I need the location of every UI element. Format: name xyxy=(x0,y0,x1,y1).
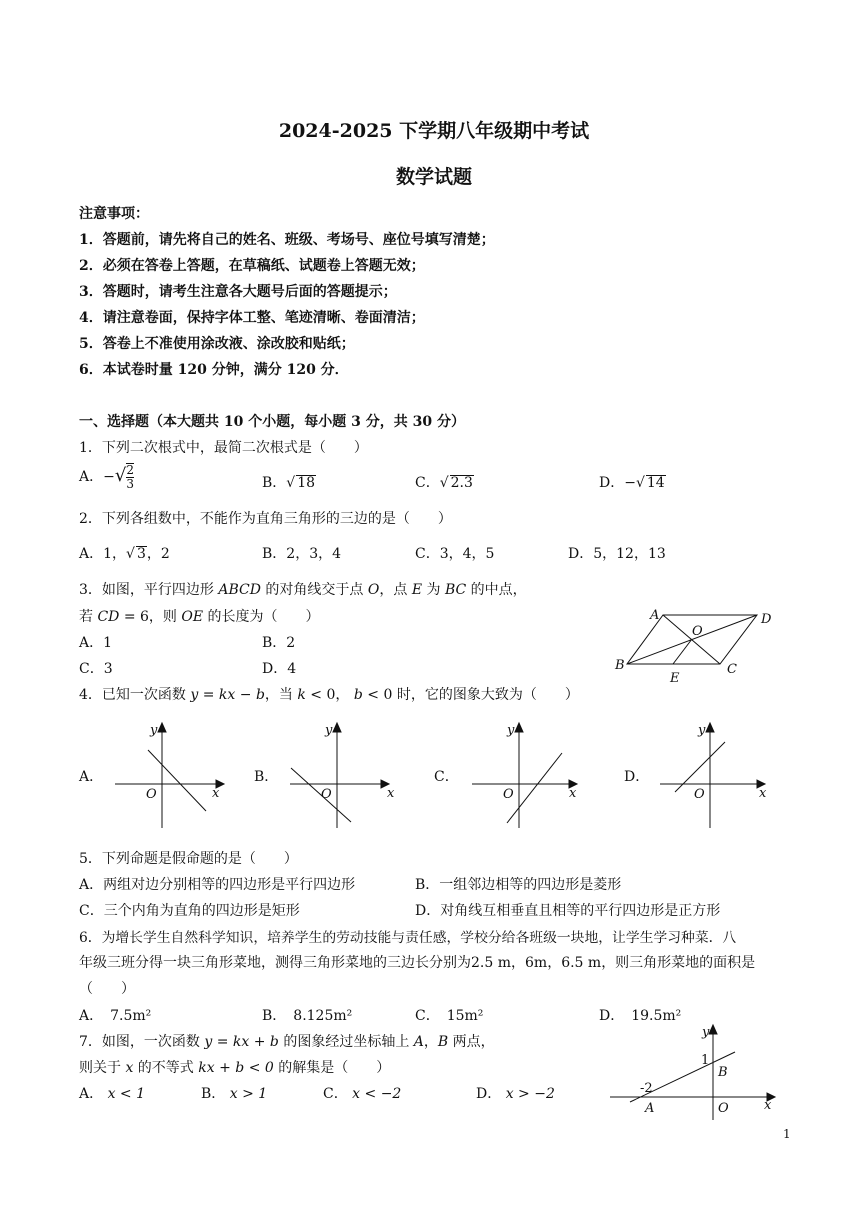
question-7-line2: 则关于 x 的不等式 kx + b < 0 的解集是（ ） xyxy=(79,1060,391,1076)
q1-option-a: A．−√ $\frac{2}{3}$ xyxy=(79,463,134,491)
q7-point-B: B xyxy=(718,1065,728,1080)
page-number: 1 xyxy=(783,1127,791,1141)
svg-text:x: x xyxy=(387,786,395,801)
q7-origin: O xyxy=(718,1101,729,1116)
figure-label-C: C xyxy=(727,662,737,677)
q6-option-d: D． 19.5m² xyxy=(599,1008,682,1024)
q7-tick-neg2: -2 xyxy=(640,1081,653,1096)
question-6-line2: 年级三班分得一块三角形菜地，测得三角形菜地的三边长分别为2.5 m，6m，6.5 m，则三角形菜地的面积是 xyxy=(79,955,756,971)
question-4-stem: 4．已知一次函数 y = kx − b，当 k < 0， b < 0 时，它的图象大致为（ ） xyxy=(79,687,579,703)
svg-text:O: O xyxy=(503,787,514,802)
q5-option-a: A．两组对边分别相等的四边形是平行四边形 xyxy=(79,877,356,893)
q4-graph-c xyxy=(467,720,587,832)
svg-text:y: y xyxy=(507,723,515,738)
q2-option-a: A．1，√ 3，2 xyxy=(79,546,170,562)
svg-text:x: x xyxy=(759,786,767,801)
figure-label-A: A xyxy=(650,608,660,623)
q5-option-b: B．一组邻边相等的四边形是菱形 xyxy=(415,877,622,893)
figure-label-D: D xyxy=(761,612,772,627)
q4-option-c-label: C． xyxy=(434,769,459,785)
q3-option-a: A．1 xyxy=(79,635,113,651)
svg-text:y: y xyxy=(325,723,333,738)
q5-option-d: D．对角线互相垂直且相等的平行四边形是正方形 xyxy=(415,903,721,919)
question-2-stem: 2．下列各组数中，不能作为直角三角形的三边的是（ ） xyxy=(79,511,452,527)
q7-option-a: A． x < 1 xyxy=(79,1086,146,1102)
exam-subtitle: 数学试题 xyxy=(395,166,472,188)
q7-linear-function-figure xyxy=(605,1022,780,1122)
q5-option-c: C．三个内角为直角的四边形是矩形 xyxy=(79,903,300,919)
q4-graph-d xyxy=(655,720,775,832)
figure-label-E: E xyxy=(670,671,680,686)
note-item: 2．必须在答卷上答题，在草稿纸、试题卷上答题无效； xyxy=(79,258,425,274)
svg-text:y: y xyxy=(698,723,706,738)
q6-option-a: A． 7.5m² xyxy=(79,1008,152,1024)
note-item: 5．答卷上不准使用涂改液、涂改胶和贴纸； xyxy=(79,336,355,352)
q7-option-d: D． x > −2 xyxy=(476,1086,555,1102)
svg-text:x: x xyxy=(569,786,577,801)
figure-label-O: O xyxy=(692,624,703,639)
q3-option-c: C．3 xyxy=(79,661,113,677)
q7-axis-x: x xyxy=(764,1098,772,1113)
q4-option-d-label: D． xyxy=(624,769,650,785)
note-item: 6．本试卷时量 120 分钟，满分 120 分． xyxy=(79,362,349,378)
svg-text:O: O xyxy=(694,787,705,802)
q4-graph-b xyxy=(285,720,405,832)
parallelogram-figure xyxy=(610,603,785,688)
q4-graph-a xyxy=(110,720,230,832)
q1-option-c: C．√ 2.3 xyxy=(415,475,473,491)
question-1-stem: 1．下列二次根式中，最简二次根式是（ ） xyxy=(79,440,368,456)
q7-tick-1: 1 xyxy=(701,1053,710,1068)
question-5-stem: 5．下列命题是假命题的是（ ） xyxy=(79,851,298,867)
q1-option-b: B．√ 18 xyxy=(262,475,316,491)
q2-option-d: D．5，12，13 xyxy=(568,546,666,562)
note-item: 4．请注意卷面，保持字体工整、笔迹清晰、卷面清洁； xyxy=(79,310,425,326)
section-heading: 一、选择题（本大题共 10 个小题，每小题 3 分，共 30 分） xyxy=(79,414,465,430)
q7-axis-y: y xyxy=(702,1025,710,1040)
question-6-line1: 6．为增长学生自然科学知识，培养学生的劳动技能与责任感，学校分给各班级一块地，让学生学习种菜．八 xyxy=(79,930,737,946)
notes-heading: 注意事项： xyxy=(79,206,149,222)
q6-option-b: B． 8.125m² xyxy=(262,1008,353,1024)
q1-option-d: D．−√ 14 xyxy=(599,475,665,491)
svg-text:O: O xyxy=(321,787,332,802)
svg-text:x: x xyxy=(212,786,220,801)
q2-option-c: C．3，4，5 xyxy=(415,546,495,562)
q4-option-b-label: B． xyxy=(254,769,279,785)
question-6-line3: （ ） xyxy=(79,981,135,997)
figure-label-B: B xyxy=(615,658,625,673)
q7-option-b: B． x > 1 xyxy=(201,1086,268,1102)
q2-option-b: B．2，3，4 xyxy=(262,546,342,562)
question-7-line1: 7．如图，一次函数 y = kx + b 的图象经过坐标轴上 A，B 两点， xyxy=(79,1034,495,1050)
note-item: 3．答题时，请考生注意各大题号后面的答题提示； xyxy=(79,284,397,300)
q3-option-b: B．2 xyxy=(262,635,296,651)
question-3-line2: 若 CD = 6，则 OE 的长度为（ ） xyxy=(79,609,320,625)
exam-title: 2024-2025 下学期八年级期中考试 xyxy=(278,120,590,142)
svg-text:O: O xyxy=(146,787,157,802)
q3-option-d: D．4 xyxy=(262,661,297,677)
q4-option-a-label: A． xyxy=(79,769,104,785)
question-3-line1: 3．如图，平行四边形 ABCD 的对角线交于点 O，点 E 为 BC 的中点， xyxy=(79,582,527,598)
q7-point-A: A xyxy=(645,1101,655,1116)
svg-text:y: y xyxy=(150,723,158,738)
note-item: 1．答题前，请先将自己的姓名、班级、考场号、座位号填写清楚； xyxy=(79,232,495,248)
q7-option-c: C． x < −2 xyxy=(323,1086,402,1102)
q6-option-c: C． 15m² xyxy=(415,1008,484,1024)
